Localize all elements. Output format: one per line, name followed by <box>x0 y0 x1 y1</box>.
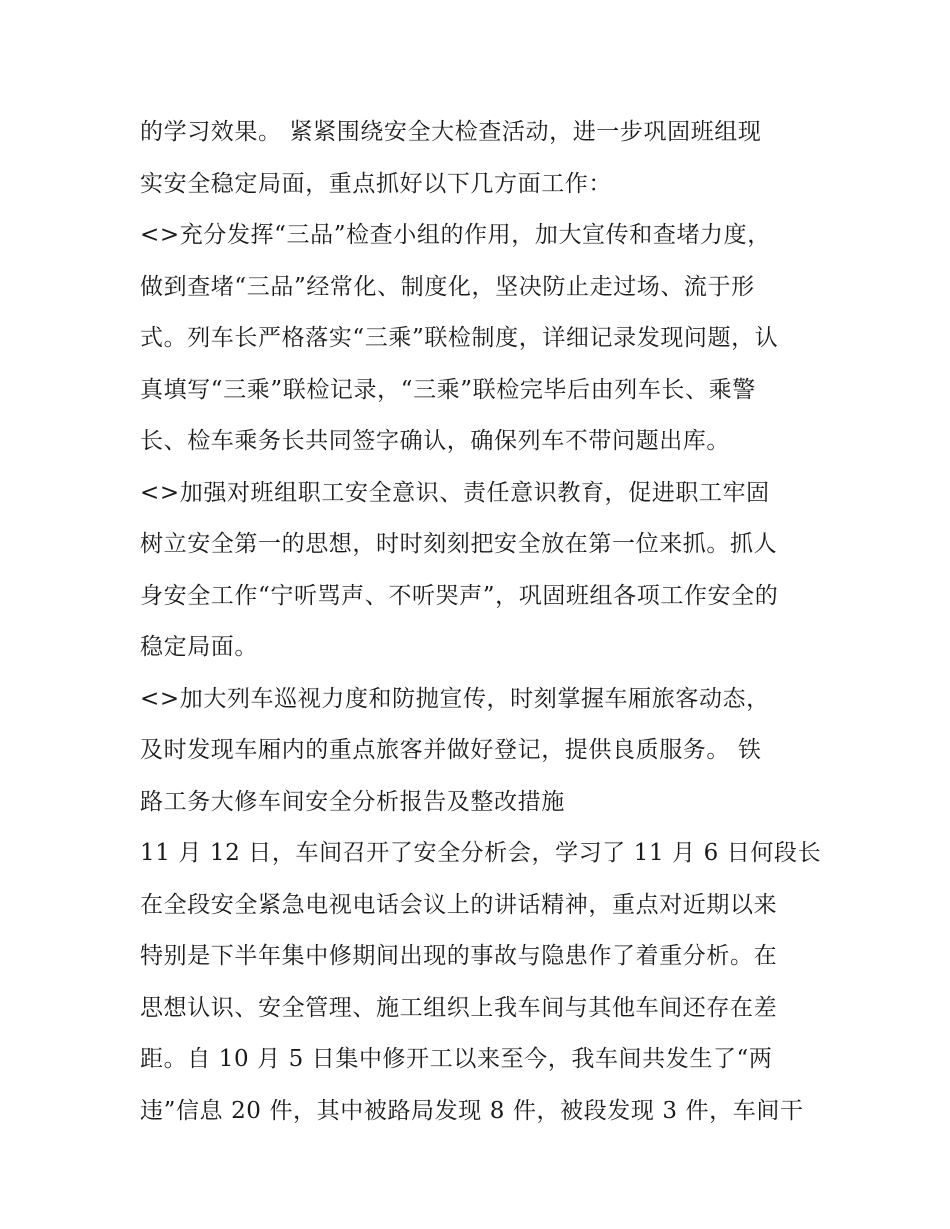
text-line: 及时发现车厢内的重点旅客并做好登记，提供良质服务。 铁 <box>140 737 762 763</box>
text-line: 树立安全第一的思想，时时刻刻把安全放在第一位来抓。抓人 <box>140 531 778 557</box>
text-line: 真填写“三乘”联检记录，“三乘”联检完毕后由列车长、乘警 <box>140 376 756 403</box>
text-line: 做到查堵“三品”经常化、制度化，坚决防止走过场、流于形 <box>140 273 755 300</box>
text-line: 思想认识、安全管理、施工组织上我车间与其他车间还存在差 <box>140 994 778 1021</box>
text-line: 特别是下半年集中修期间出现的事故与隐患作了着重分析。在 <box>140 943 778 969</box>
text-line: 在全段安全紧急电视电话会议上的讲话精神，重点对近期以来 <box>140 891 778 918</box>
text-line: <>加强对班组职工安全意识、责任意识教育，促进职工牢固 <box>140 479 770 506</box>
text-line: 长、检车乘务长共同签字确认，确保列车不带问题出库。 <box>140 428 730 454</box>
text-line: 违”信息 20 件，其中被路局发现 8 件，被段发现 3 件，车间干 <box>140 1097 804 1124</box>
text-line: <>充分发挥“三品”检查小组的作用，加大宣传和查堵力度， <box>140 222 771 248</box>
text-line: 实安全稳定局面，重点抓好以下几方面工作： <box>140 170 612 197</box>
text-line: 身安全工作“宁听骂声、不听哭声”，巩固班组各项工作安全的 <box>140 582 779 609</box>
text-line: 距。自 10 月 5 日集中修开工以来至今，我车间共发生了“两 <box>140 1046 773 1072</box>
text-line: 稳定局面。 <box>140 634 258 660</box>
text-line: 式。列车长严格落实“三乘”联检制度，详细记录发现问题，认 <box>140 325 779 351</box>
text-line: <>加大列车巡视力度和防抛宣传，时刻掌握车厢旅客动态， <box>140 685 770 712</box>
document-body <box>140 107 830 1137</box>
text-line: 的学习效果。 紧紧围绕安全大检查活动，进一步巩固班组现 <box>140 119 762 145</box>
text-line: 路工务大修车间安全分析报告及整改措施 <box>140 788 565 815</box>
text-line: 11 月 12 日，车间召开了安全分析会，学习了 11 月 6 日何段长 <box>140 840 822 866</box>
